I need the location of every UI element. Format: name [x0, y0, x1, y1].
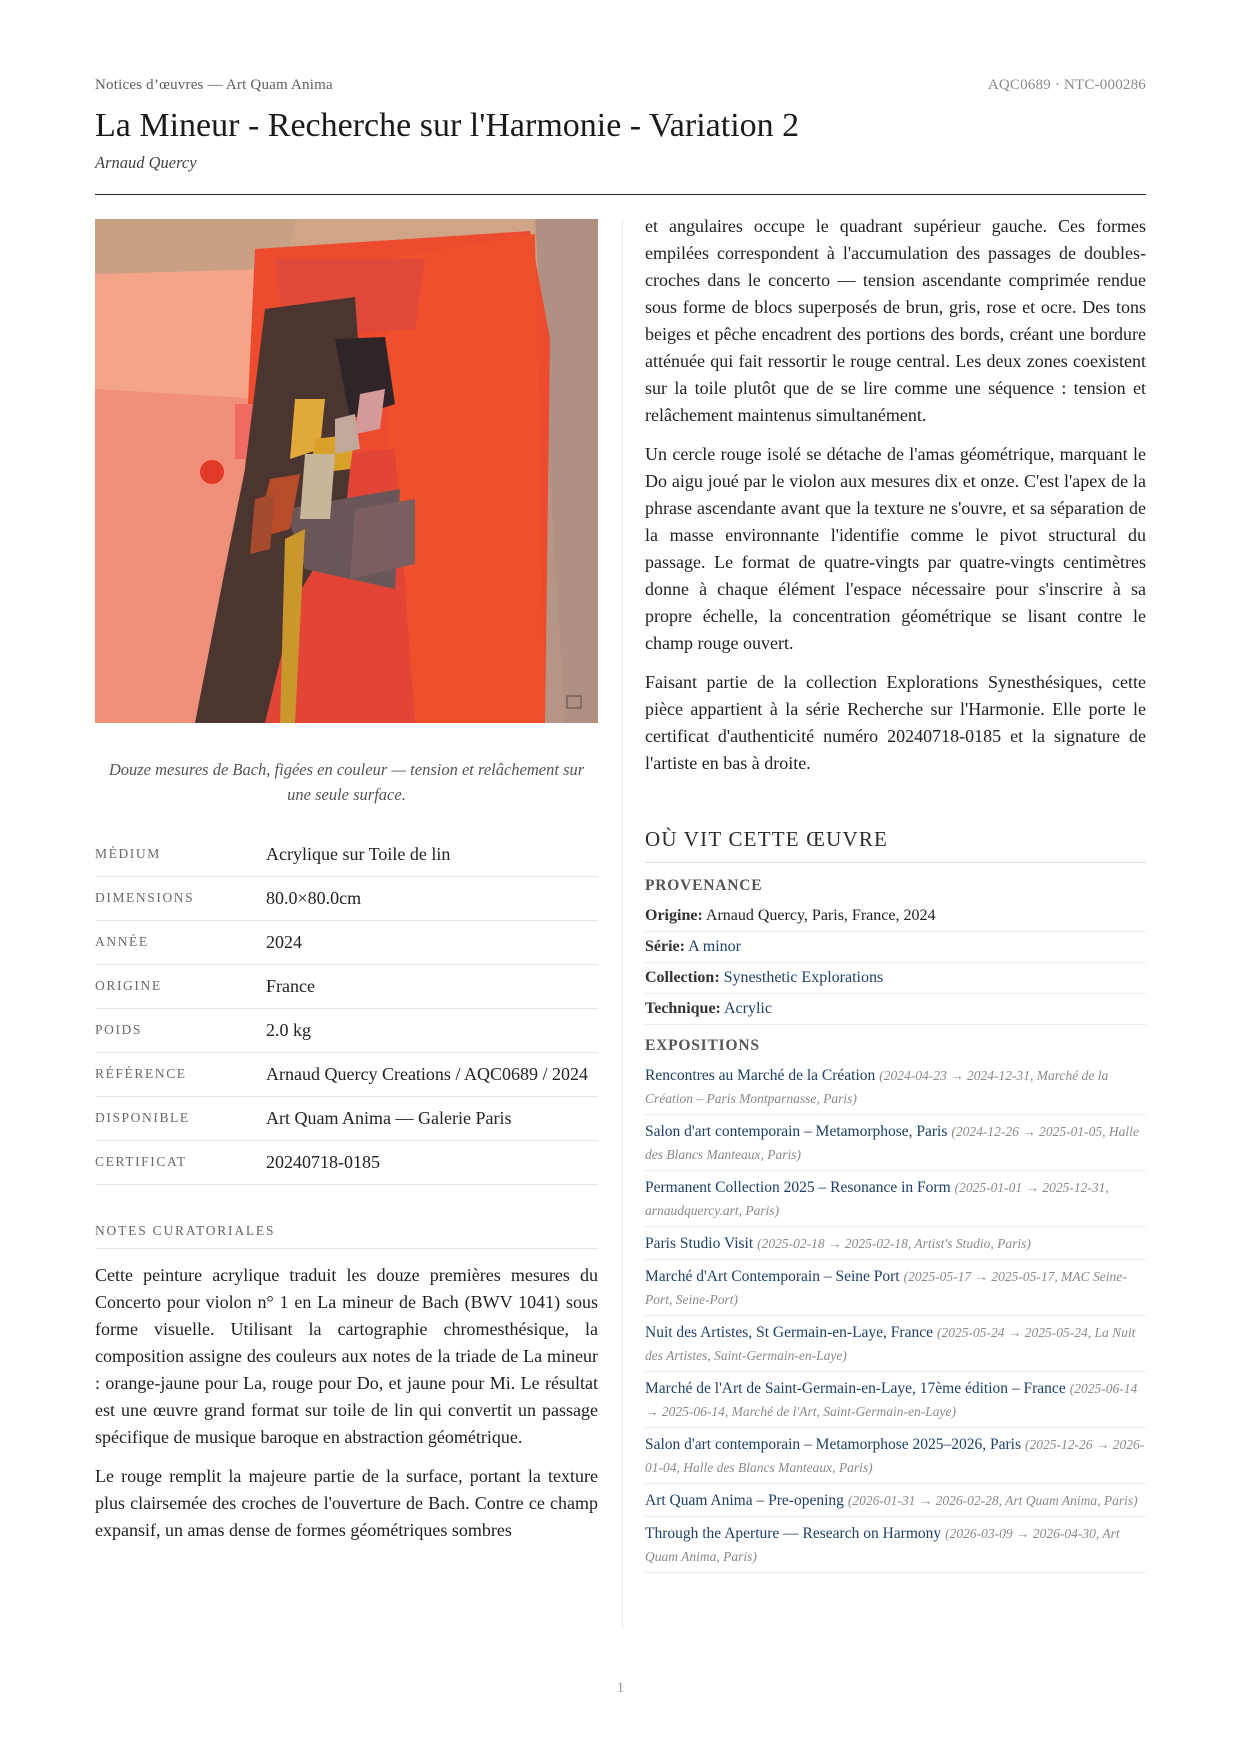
exposition-link[interactable]: Salon d'art contemporain – Metamorphose, Paris [645, 1123, 948, 1140]
exposition-link[interactable]: Salon d'art contemporain – Metamorphose 2025–2026, Paris [645, 1436, 1022, 1453]
spec-key: DISPONIBLE [95, 1110, 190, 1125]
exposition-link[interactable]: Through the Aperture — Research on Harmony [645, 1525, 942, 1542]
spec-value: 20240718-0185 [266, 1152, 380, 1172]
spec-row-availability [95, 1097, 598, 1141]
left-column [95, 219, 598, 1544]
notes-paragraph: et angulaires occupe le quadrant supérieur gauche. Ces formes empilées correspondent à l'accumulation des passages de doubles-croches dans le concerto — tension ascendante comprimée rendue sous forme de blocs superposés de brun, gris, rose et ocre. Des tons beiges et pêche encadrent des portions des bords, créant une bordure atténuée qui fait ressortir le rouge central. Les deux zones coexistent sur la toile plutôt que de se lire comme une séquence : tension et relâchement maintenus simultanément. [645, 216, 1146, 425]
exposition-link[interactable]: Marché de l'Art de Saint-Germain-en-Laye, 17ème édition – France [645, 1380, 1066, 1397]
series-link[interactable]: A minor [688, 938, 741, 955]
exposition-link[interactable]: Permanent Collection 2025 – Resonance in Form [645, 1179, 951, 1196]
exposition-item [645, 1227, 1146, 1260]
painting-illustration [95, 219, 598, 723]
provenance-key: Collection: [645, 969, 720, 986]
spec-key: POIDS [95, 1022, 143, 1037]
spec-value: 2.0 kg [266, 1020, 311, 1040]
spec-value: 80.0×80.0cm [266, 888, 362, 908]
notes-paragraph: Un cercle rouge isolé se détache de l'amas géométrique, marquant le Do aigu joué par le violon aux mesures dix et onze. C'est l'apex de la phrase ascendante avant que la texture ne s'ouvre, et sa séparation de la masse environnante l'identifie comme le pivot structural du passage. Le format de quatre-vingts par quatre-vingts centimètres donne à chaque élément l'espace nécessaire pour s'inscrire à sa propre échelle, la concentration géométrique se lisant contre le champ rouge ouvert. [645, 444, 1146, 653]
spec-key: DIMENSIONS [95, 890, 195, 905]
spec-value: Arnaud Quercy Creations / AQC0689 / 2024 [266, 1064, 588, 1084]
technique-link[interactable]: Acrylic [724, 1000, 772, 1017]
spec-value: Acrylique sur Toile de lin [266, 844, 451, 864]
provenance-key: Technique: [645, 1000, 721, 1017]
provenance-value: Arnaud Quercy, Paris, France, 2024 [705, 907, 936, 924]
spec-row-medium [95, 833, 598, 877]
notes-heading: NOTES CURATORIALES [95, 1223, 598, 1249]
spec-key: MÉDIUM [95, 846, 161, 861]
provenance-row [645, 994, 1146, 1025]
spec-value: 2024 [266, 932, 302, 952]
exposition-item [645, 1372, 1146, 1428]
specs-table [95, 833, 598, 1185]
expositions-heading: EXPOSITIONS [645, 1037, 760, 1054]
artwork-caption: Douze mesures de Bach, figées en couleur — tension et relâchement sur une seule surface. [108, 760, 585, 804]
provenance-key: Origine: [645, 907, 703, 924]
exposition-item [645, 1171, 1146, 1227]
where-heading: OÙ VIT CETTE ŒUVRE [645, 827, 1146, 863]
exposition-meta: (2025-12-26 → 2026-01-04, Halle des Blancs Manteaux, Paris) [645, 1437, 1145, 1475]
page-title: La Mineur - Recherche sur l'Harmonie - Variation 2 [95, 107, 800, 144]
spec-row-weight [95, 1009, 598, 1053]
spec-row-certificate [95, 1141, 598, 1185]
spec-row-reference [95, 1053, 598, 1097]
exposition-meta: (2024-04-23 → 2024-12-31, Marché de la Création – Paris Montparnasse, Paris) [645, 1068, 1109, 1106]
exposition-item [645, 1115, 1146, 1171]
provenance-key: Série: [645, 938, 685, 955]
exposition-item [645, 1059, 1146, 1115]
spec-value: Art Quam Anima — Galerie Paris [266, 1108, 512, 1128]
spec-key: CERTIFICAT [95, 1154, 187, 1169]
exposition-link[interactable]: Nuit des Artistes, St Germain-en-Laye, France [645, 1324, 933, 1341]
notes-paragraph: Cette peinture acrylique traduit les douze premières mesures du Concerto pour violon n° 1 en La mineur de Bach (BWV 1041) sous forme visuelle. Utilisant la cartographie chromesthésique, la composition assigne des couleurs aux notes de la triade de La mineur : orange-jaune pour La, rouge pour Do, et jaune pour Mi. Le résultat est une œuvre grand format sur toile de lin qui convertit un passage spécifique de musique baroque en abstraction géométrique. [95, 1265, 598, 1447]
exposition-meta: (2025-01-01 → 2025-12-31, arnaudquercy.art, Paris) [645, 1180, 1109, 1218]
page-number: 1 [616, 1680, 625, 1696]
notes-paragraph: Le rouge remplit la majeure partie de la surface, portant la texture plus clairsemée des croches de l'ouverture de Bach. Contre ce champ expansif, un amas dense de formes géométriques sombres [95, 1466, 598, 1540]
right-column [645, 216, 1146, 1573]
notice-page [95, 0, 1146, 1754]
exposition-item [645, 1428, 1146, 1484]
spec-row-year [95, 921, 598, 965]
exposition-meta: (2026-03-09 → 2026-04-30, Art Quam Anima, Paris) [645, 1526, 1120, 1564]
spec-key: ORIGINE [95, 978, 162, 993]
publication-name: Notices d’œuvres — Art Quam Anima [95, 77, 333, 93]
artist-name: Arnaud Quercy [95, 153, 197, 172]
spec-key: ANNÉE [95, 934, 149, 949]
collection-link[interactable]: Synesthetic Explorations [723, 969, 884, 986]
notes-paragraph: Faisant partie de la collection Explorations Synesthésiques, cette pièce appartient à la série Recherche sur l'Harmonie. Elle porte le certificat d'authenticité numéro 20240718-0185 et la signature de l'artiste en bas à droite. [645, 672, 1146, 773]
exposition-item [645, 1517, 1146, 1573]
exposition-item [645, 1484, 1146, 1517]
exposition-meta: (2024-12-26 → 2025-01-05, Halle des Blancs Manteaux, Paris) [645, 1124, 1139, 1162]
provenance-row [645, 901, 1146, 932]
artwork-image [95, 219, 598, 723]
column-divider [622, 219, 623, 1629]
spec-key: RÉFÉRENCE [95, 1066, 187, 1081]
spec-value: France [266, 976, 315, 996]
exposition-item [645, 1316, 1146, 1372]
exposition-meta: (2025-05-17 → 2025-05-17, MAC Seine-Port, Seine-Port) [645, 1269, 1127, 1307]
exposition-link[interactable]: Art Quam Anima – Pre-opening [645, 1492, 844, 1509]
provenance-row [645, 963, 1146, 994]
exposition-meta: (2025-02-18 → 2025-02-18, Artist's Studio, Paris) [757, 1236, 1031, 1251]
exposition-meta: (2026-01-31 → 2026-02-28, Art Quam Anima, Paris) [847, 1493, 1138, 1508]
exposition-meta: (2025-05-24 → 2025-05-24, La Nuit des Artistes, Saint-Germain-en-Laye) [645, 1325, 1136, 1363]
exposition-link[interactable]: Rencontres au Marché de la Création [645, 1067, 876, 1084]
header-divider [95, 194, 1146, 195]
spec-row-dimensions [95, 877, 598, 921]
provenance-row [645, 932, 1146, 963]
running-head [95, 77, 1146, 97]
exposition-link[interactable]: Paris Studio Visit [645, 1235, 754, 1252]
exposition-item [645, 1260, 1146, 1316]
provenance-heading: PROVENANCE [645, 877, 763, 894]
exposition-link[interactable]: Marché d'Art Contemporain – Seine Port [645, 1268, 900, 1285]
exposition-meta: (2025-06-14 → 2025-06-14, Marché de l'Art, Saint-Germain-en-Laye) [645, 1381, 1138, 1419]
reference-code: AQC0689 · NTC-000286 [987, 77, 1146, 93]
spec-row-origin [95, 965, 598, 1009]
